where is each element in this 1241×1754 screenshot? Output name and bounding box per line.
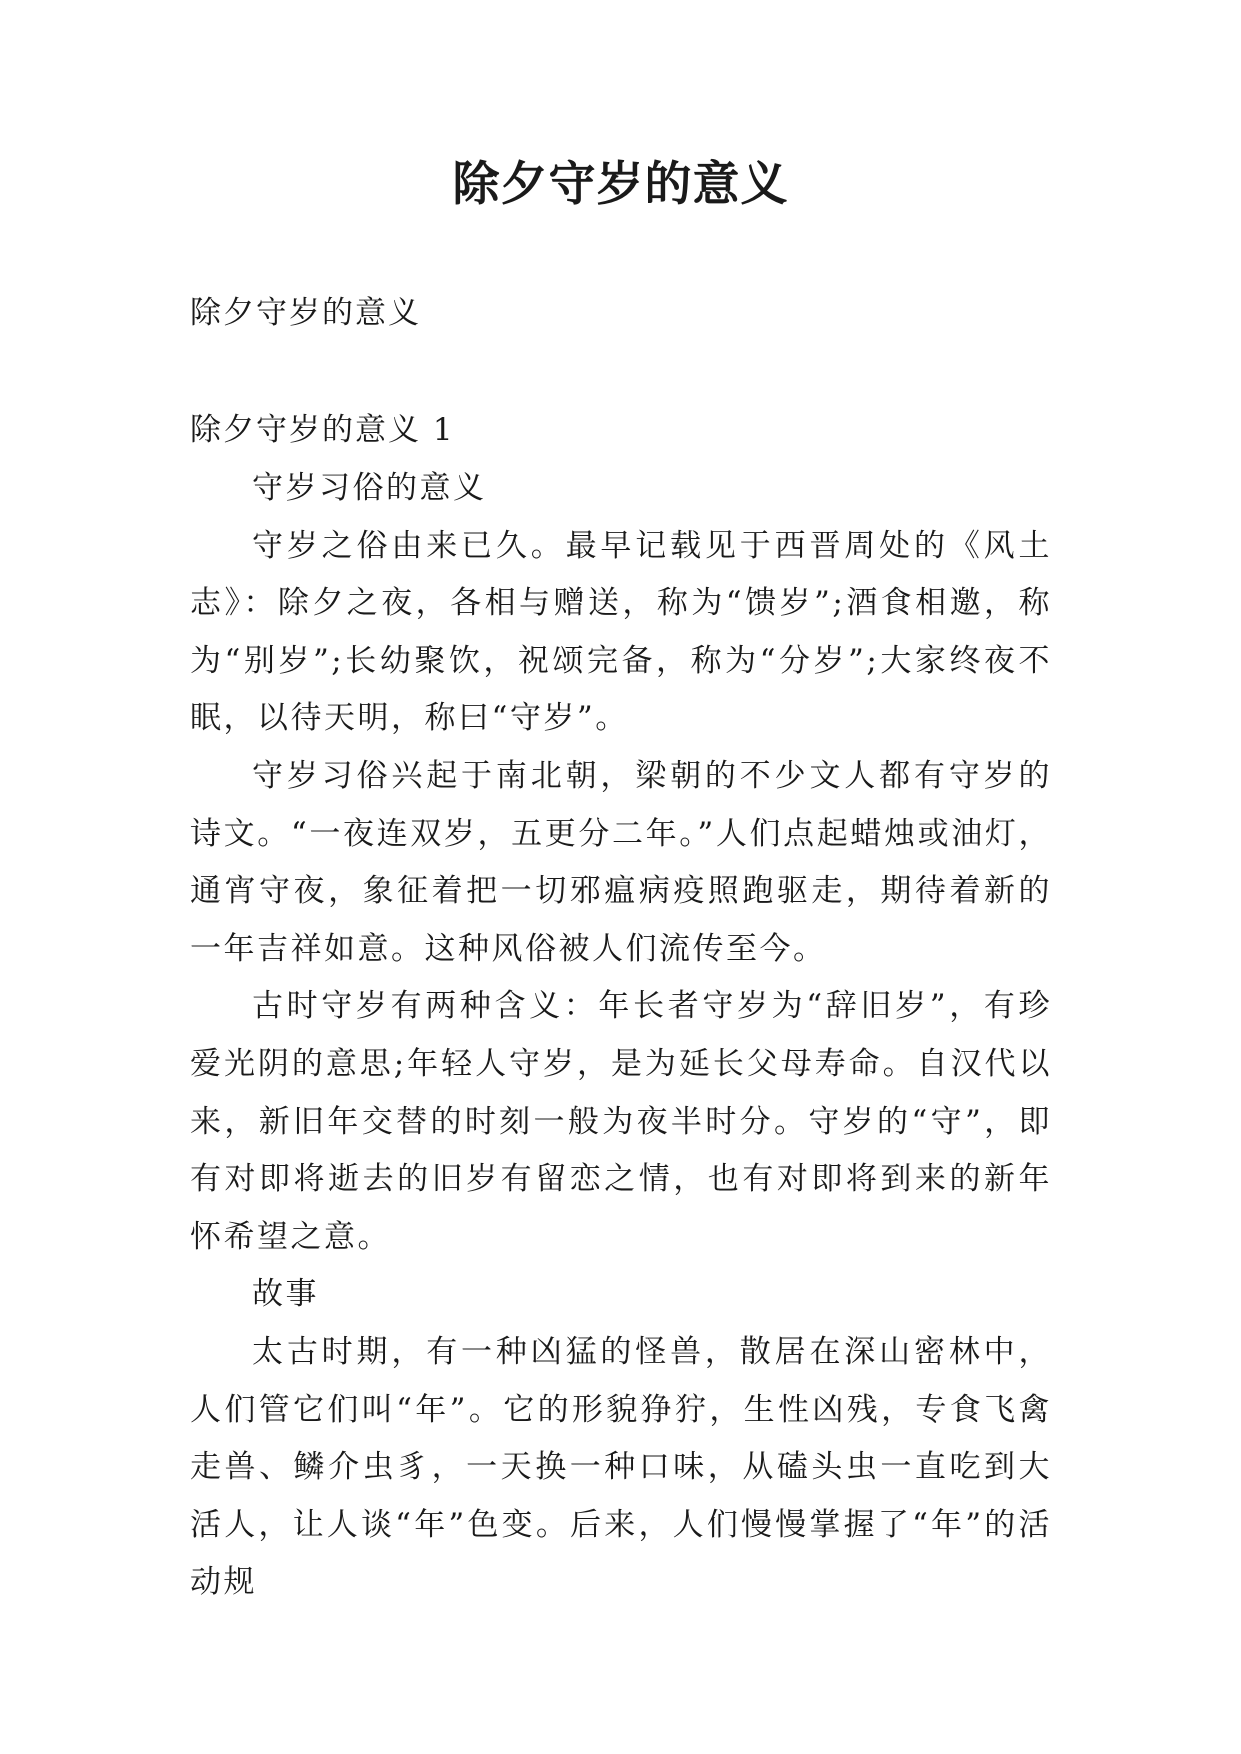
- document-subtitle: 除夕守岁的意义: [190, 295, 421, 331]
- section-heading: 除夕守岁的意义 1: [190, 412, 455, 448]
- paragraph-heading-story: 故事: [252, 1276, 319, 1313]
- paragraph: 古时守岁有两种含义：年长者守岁为“辞旧岁”，有珍爱光阴的意思;年轻人守岁，是为延长父母寿命。自汉代以来，新旧年交替的时刻一般为夜半时分。守岁的“守”，即有对即将逝去的旧岁有留恋之情，也有对即将到来的新年怀希望之意。: [190, 988, 1052, 1255]
- document-title: 除夕守岁的意义: [452, 157, 789, 212]
- paragraph-heading-meaning: 守岁习俗的意义: [252, 470, 487, 506]
- paragraph: 守岁习俗兴起于南北朝，梁朝的不少文人都有守岁的诗文。“一夜连双岁，五更分二年。”人们点起蜡烛或油灯，通宵守夜，象征着把一切邪瘟病疫照跑驱走，期待着新的一年吉祥如意。这种风俗被人们流传至今。: [190, 757, 1052, 967]
- paragraph: 守岁之俗由来已久。最早记载见于西晋周处的《风土志》：除夕之夜，各相与赠送，称为“馈岁”;酒食相邀，称为“别岁”;长幼聚饮，祝颂完备，称为“分岁”;大家终夜不眠，以待天明，称曰“守岁”。: [190, 527, 1052, 737]
- body-text: [190, 460, 1052, 1612]
- paragraph: 太古时期，有一种凶猛的怪兽，散居在深山密林中，人们管它们叫“年”。它的形貌狰狞，生性凶残，专食飞禽走兽、鳞介虫豸，一天换一种口味，从磕头虫一直吃到大活人，让人谈“年”色变。后来，人们慢慢掌握了“年”的活动规: [190, 1333, 1052, 1601]
